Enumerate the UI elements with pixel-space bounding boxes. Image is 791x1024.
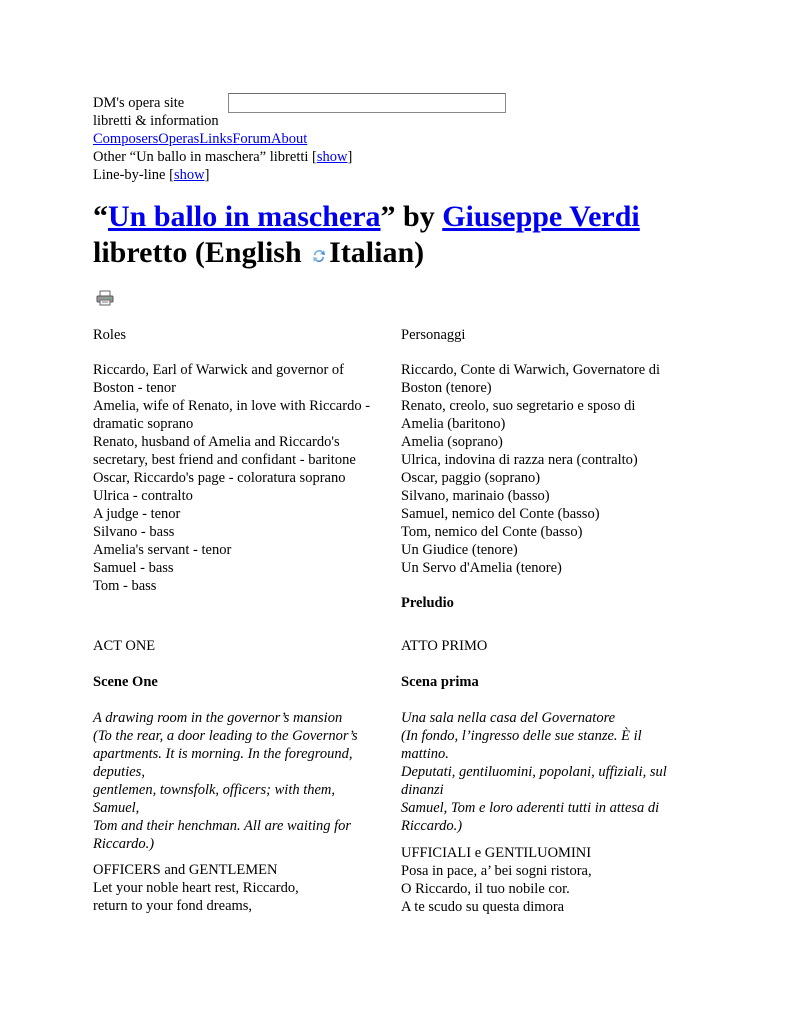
list-item: Amelia (soprano) (401, 434, 503, 450)
swap-languages-icon[interactable] (311, 237, 327, 273)
lyric-line: O Riccardo, il tuo nobile cor. (401, 881, 570, 897)
lyric-line: A te scudo su questa dimora (401, 899, 565, 915)
list-item: Riccardo, Earl of Warwick and governor of (93, 362, 345, 378)
list-item: Samuel, nemico del Conte (basso) (401, 506, 600, 522)
page-content (93, 94, 733, 915)
list-item: Silvano - bass (93, 524, 175, 540)
main-nav (93, 130, 733, 148)
list-item: Amelia, wife of Renato, in love with Riccardo - (93, 398, 371, 414)
list-item: Renato, creolo, suo segretario e sposo di (401, 398, 636, 414)
line-by-line-bracket: ] (204, 167, 210, 183)
personaggi-heading: Personaggi (401, 327, 466, 343)
roles-list (93, 361, 391, 595)
direction-line: A drawing room in the governor’s mansion (93, 710, 343, 726)
list-item: Amelia's servant - tenor (93, 542, 232, 558)
nav-about[interactable]: About (271, 131, 308, 147)
search-input[interactable] (228, 93, 506, 113)
direction-line: dinanzi (401, 782, 444, 798)
direction-line: Riccardo.) (93, 836, 155, 852)
direction-line: Deputati, gentiluomini, popolani, uffiziali, sul (401, 764, 667, 780)
chorus-name: UFFICIALI e GENTILUOMINI (401, 845, 592, 861)
direction-line: deputies, (93, 764, 145, 780)
list-item: Un Giudice (tenore) (401, 542, 518, 558)
list-item: Tom - bass (93, 578, 157, 594)
list-item: Silvano, marinaio (basso) (401, 488, 550, 504)
site-name-row (93, 94, 733, 112)
didascalie (401, 709, 721, 835)
site-name: DM's opera site (93, 95, 185, 111)
list-item: Oscar, Riccardo's page - coloratura soprano (93, 470, 346, 486)
direction-line: Tom and their henchman. All are waiting for (93, 818, 352, 834)
stage-directions (93, 709, 391, 853)
lyric-line: return to your fond dreams, (93, 898, 253, 914)
scene-heading: Scene One (93, 674, 158, 690)
list-item: dramatic soprano (93, 416, 194, 432)
list-item: Ulrica, indovina di razza nera (contralto) (401, 452, 638, 468)
nav-operas[interactable]: Operas (158, 131, 200, 147)
direction-line: Una sala nella casa del Governatore (401, 710, 616, 726)
nav-links[interactable]: Links (199, 131, 233, 147)
list-item: Tom, nemico del Conte (basso) (401, 524, 583, 540)
list-item: Samuel - bass (93, 560, 174, 576)
nav-composers[interactable]: Composers (93, 131, 159, 147)
lyric-line: Let your noble heart rest, Riccardo, (93, 880, 299, 896)
direction-line: gentlemen, townsfolk, officers; with them, (93, 782, 336, 798)
list-item: Boston - tenor (93, 380, 176, 396)
print-icon[interactable] (96, 290, 114, 311)
direction-line: Samuel, (93, 800, 140, 816)
direction-line: (In fondo, l’ingresso delle sue stanze. È il (401, 728, 642, 744)
line-by-line-line (93, 166, 733, 184)
line-by-line-label: Line-by-line [ (93, 167, 174, 183)
direction-line: Samuel, Tom e loro aderenti tutti in attesa di (401, 800, 660, 816)
list-item: secretary, best friend and confidant - baritone (93, 452, 356, 468)
direction-line: (To the rear, a door leading to the Governor’s (93, 728, 358, 744)
scena-heading: Scena prima (401, 674, 479, 690)
other-libretti-show-link[interactable]: show (316, 149, 348, 165)
direction-line: Riccardo.) (401, 818, 463, 834)
prelude-heading: Preludio (401, 595, 454, 611)
list-item: Renato, husband of Amelia and Riccardo's (93, 434, 340, 450)
title-open-quote: “ (93, 200, 108, 233)
other-libretti-line (93, 148, 733, 166)
chorus-lines (93, 861, 391, 915)
atto-heading: ATTO PRIMO (401, 638, 488, 654)
other-libretti-label: Other “Un ballo in maschera” libretti [ (93, 149, 317, 165)
nav-forum[interactable]: Forum (232, 131, 272, 147)
list-item: A judge - tenor (93, 506, 181, 522)
list-item: Oscar, paggio (soprano) (401, 470, 541, 486)
personaggi-list (401, 361, 721, 577)
title-language: Italian) (329, 236, 425, 269)
site-tagline: libretti & information (93, 113, 219, 129)
act-heading: ACT ONE (93, 638, 156, 654)
page-title (93, 199, 733, 273)
list-item: Riccardo, Conte di Warwich, Governatore di (401, 362, 661, 378)
roles-heading: Roles (93, 327, 127, 343)
list-item: Amelia (baritono) (401, 416, 506, 432)
list-item: Ulrica - contralto (93, 488, 193, 504)
title-libretto: libretto (English (93, 236, 310, 269)
list-item: Un Servo d'Amelia (tenore) (401, 560, 562, 576)
lyric-line: Posa in pace, a’ bei sogni ristora, (401, 863, 592, 879)
composer-link[interactable]: Giuseppe Verdi (442, 200, 640, 233)
line-by-line-show-link[interactable]: show (173, 167, 205, 183)
direction-line: apartments. It is morning. In the foreground, (93, 746, 353, 762)
opera-link[interactable]: Un ballo in maschera (108, 200, 381, 233)
list-item: Boston (tenore) (401, 380, 492, 396)
coro-lines (401, 844, 721, 916)
other-libretti-bracket: ] (347, 149, 353, 165)
direction-line: mattino. (401, 746, 449, 762)
title-by: ” by (380, 200, 443, 233)
chorus-name: OFFICERS and GENTLEMEN (93, 862, 278, 878)
